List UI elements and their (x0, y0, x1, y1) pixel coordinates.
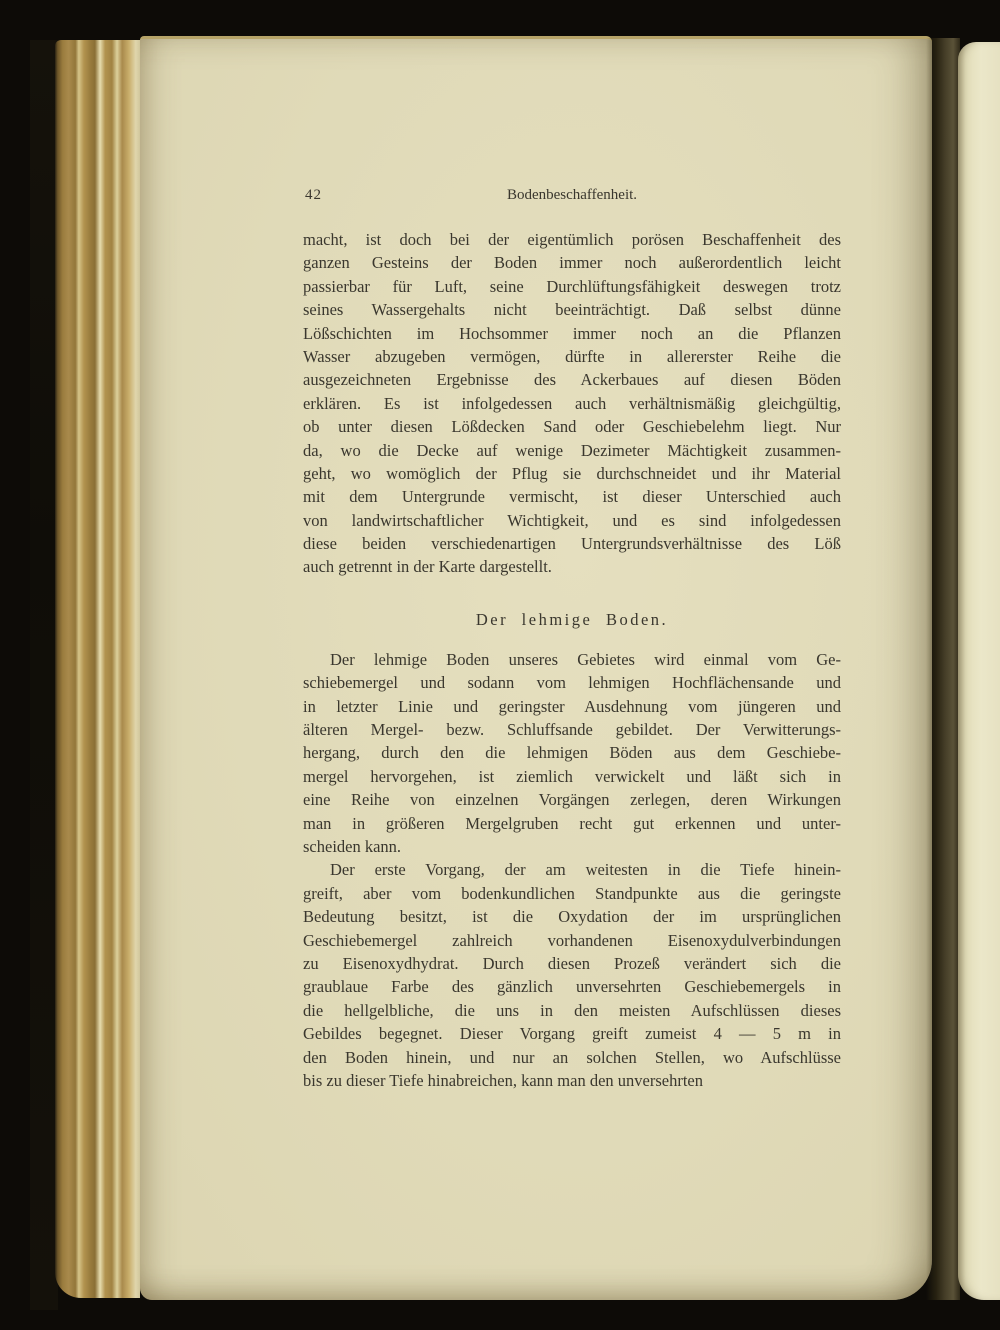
text-line: Der lehmige Boden unseres Gebietes wird einmal vom Ge- (330, 649, 841, 669)
text-line: Geschiebemergel zahlreich vorhandenen Eisenoxydulverbindungen (303, 930, 841, 950)
text-line: seines Wassergehalts nicht beeinträchtigt. Daß selbst dünne (303, 300, 841, 320)
text-line: ob unter diesen Lößdecken Sand oder Geschiebelehm liegt. Nur (303, 417, 841, 437)
text-line: in letzter Linie und geringster Ausdehnung vom jüngeren und (303, 696, 841, 716)
text-block (303, 185, 841, 1092)
section-heading: Der lehmige Boden. (475, 609, 669, 629)
paragraph (303, 648, 841, 859)
text-line: Gebildes begegnet. Dieser Vorgang greift zumeist 4 — 5 m in (303, 1024, 841, 1044)
text-line: Der erste Vorgang, der am weitesten in die Tiefe hinein- (330, 860, 841, 880)
page-content (303, 228, 841, 1092)
text-line: bis zu dieser Tiefe hinabreichen, kann man den unversehrten (303, 1070, 704, 1090)
page-stack-edge (55, 40, 140, 1298)
text-line: erklären. Es ist infolgedessen auch verhältnismäßig gleichgültig, (303, 393, 841, 413)
text-line: mergel hervorgehen, ist ziemlich verwickelt und läßt sich in (303, 766, 841, 786)
text-line: mit dem Untergrunde vermischt, ist dieser Unterschied auch (303, 487, 841, 507)
text-line: die hellgelbliche, die uns in den meisten Aufschlüssen dieses (303, 1000, 841, 1020)
text-line: ausgezeichneten Ergebnisse des Ackerbaues auf diesen Böden (303, 370, 841, 390)
text-line: man in größeren Mergelgruben recht gut erkennen und unter- (303, 813, 841, 833)
text-line: den Boden hinein, und nur an solchen Stellen, wo Aufschlüsse (303, 1047, 841, 1067)
text-line: zu Eisenoxydhydrat. Durch diesen Prozeß verändert sich die (303, 953, 841, 973)
text-line: passierbar für Luft, seine Durchlüftungsfähigkeit deswegen trotz (303, 276, 841, 296)
text-line: schiebemergel und sodann vom lehmigen Hochflächensande und (303, 673, 841, 693)
text-line: Bedeutung besitzt, ist die Oxydation der im ursprünglichen (303, 907, 841, 927)
running-header: Bodenbeschaffenheit. (506, 187, 638, 203)
text-line: macht, ist doch bei der eigentümlich porösen Beschaffenheit des (303, 230, 841, 249)
paragraph (303, 858, 841, 1092)
paragraph (303, 228, 841, 579)
text-line: scheiden kann. (303, 836, 402, 856)
text-line: graublaue Farbe des gänzlich unversehrten Geschiebemergels in (303, 977, 841, 997)
gutter-shadow (926, 38, 960, 1300)
text-line: diese beiden verschiedenartigen Untergrundsverhältnisse des Löß (303, 534, 841, 554)
text-line: eine Reihe von einzelnen Vorgängen zerlegen, deren Wirkungen (303, 790, 841, 810)
text-line: älteren Mergel- bezw. Schluffsande gebildet. Der Verwitterungs- (303, 720, 841, 740)
text-line: hergang, durch den die lehmigen Böden aus dem Geschiebe- (303, 743, 841, 763)
book-page (140, 36, 932, 1300)
facing-page-edge (958, 42, 1000, 1300)
text-line: Wasser abzugeben vermögen, dürfte in allererster Reihe die (303, 346, 841, 366)
book-cover-edge (30, 40, 58, 1310)
text-line: greift, aber vom bodenkundlichen Standpunkte aus die geringste (303, 883, 841, 903)
page-number: 42 (305, 187, 322, 203)
text-line: von landwirtschaftlicher Wichtigkeit, und es sind infolgedessen (303, 510, 841, 530)
page-header (303, 185, 841, 205)
text-line: Lößschichten im Hochsommer immer noch an die Pflanzen (303, 323, 841, 343)
text-line: auch getrennt in der Karte dargestellt. (303, 557, 552, 577)
text-line: geht, wo womöglich der Pflug sie durchschneidet und ihr Material (303, 463, 841, 483)
text-line: ganzen Gesteins der Boden immer noch außerordentlich leicht (303, 253, 841, 273)
text-line: da, wo die Decke auf wenige Dezimeter Mächtigkeit zusammen- (303, 440, 841, 460)
